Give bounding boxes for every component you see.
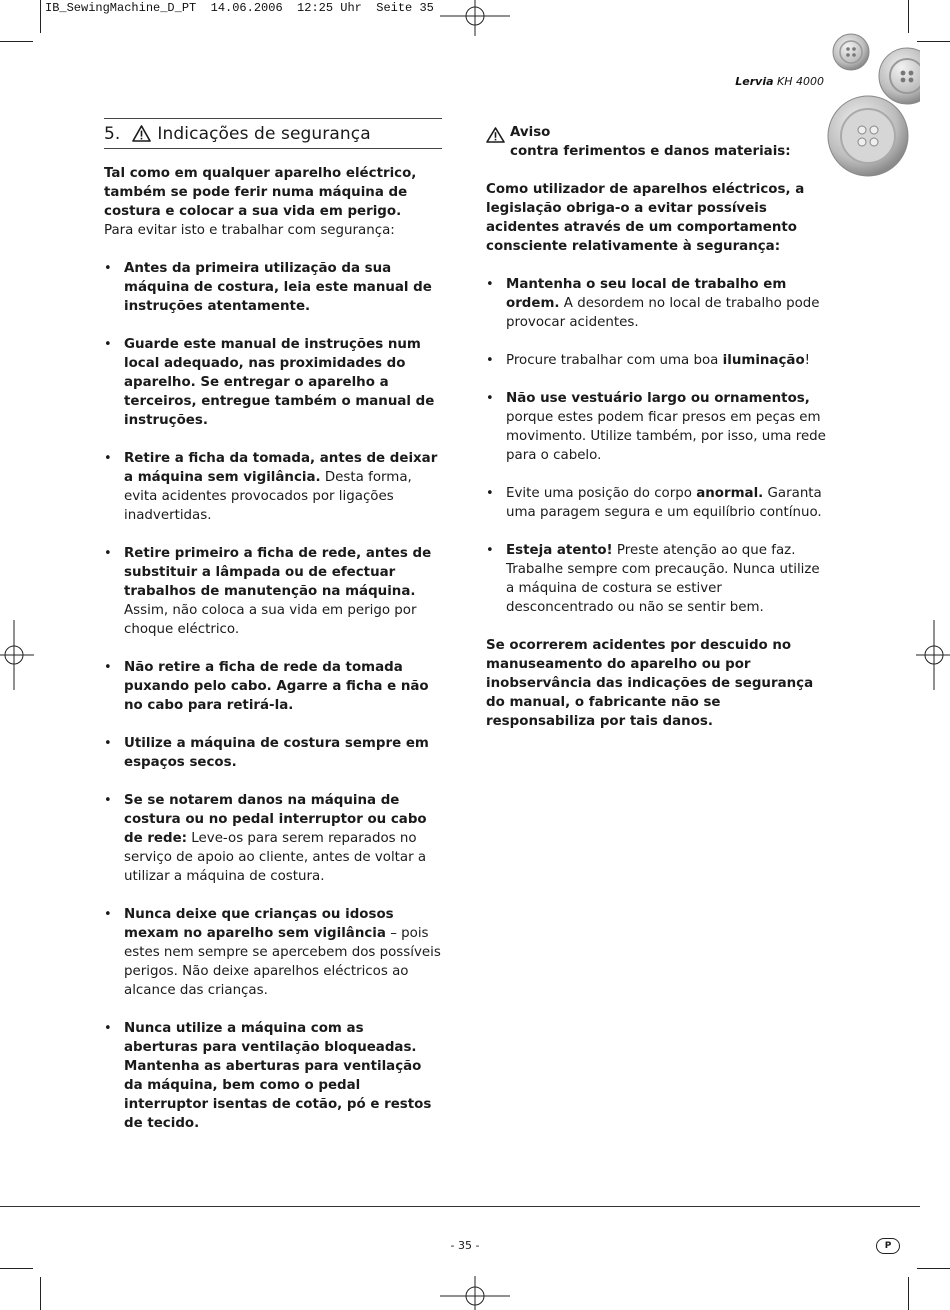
bullet-text: Evite uma posição do corpo xyxy=(506,486,697,501)
crop-mark xyxy=(917,41,950,42)
intro-paragraph xyxy=(104,164,442,240)
bullet-bold: Não retire a ficha de rede da tomada puxando pelo cabo. Agarre a ficha e não no cabo para retirá-la. xyxy=(124,660,429,713)
bullet-text: Garanta uma paragem segura e um equilíbrio contínuo. xyxy=(506,486,822,520)
list-item: • Mantenha o seu local de trabalho em ordem. A desordem no local de trabalho pode provocar acidentes. xyxy=(486,277,820,330)
list-item: • Se se notarem danos na máquina de costura ou no pedal interruptor ou cabo de rede: Leve-os para serem reparados no serviço de apoio ao cliente, antes de voltar a utilizar a máquina de costura. xyxy=(104,793,427,884)
crop-mark xyxy=(40,0,41,33)
list-item: • Antes da primeira utilização da sua máquina de costura, leia este manual de instruções atentamente. xyxy=(104,261,432,314)
bullet-text: Desta forma, evita acidentes provocados por ligações inadvertidas. xyxy=(124,470,412,523)
language-badge: P xyxy=(876,1238,900,1254)
list-item: • Não retire a ficha de rede da tomada puxando pelo cabo. Agarre a ficha e não no cabo para retirá-la. xyxy=(104,660,429,713)
list-item: • Guarde este manual de instruções num local adequado, nas proximidades do aparelho. Se entregar o aparelho a terceiros, entregue também o manual de instruções. xyxy=(104,337,435,428)
list-item: • Nunca utilize a máquina com as aberturas para ventilação bloqueadas. Mantenha as aberturas para ventilação da máquina, bem como o pedal interruptor isentas de cotão, pó e restos de tecido. xyxy=(104,1021,432,1131)
right-column xyxy=(486,118,826,731)
right-bullet-list xyxy=(486,275,826,617)
warning-triangle-icon xyxy=(486,127,505,143)
bullet-bold: Nunca utilize a máquina com as aberturas para ventilação bloqueadas. Mantenha as aberturas para ventilação da máquina, bem como o pedal interruptor isentas de cotão, pó e restos de tecido. xyxy=(124,1021,432,1131)
left-bullet-list xyxy=(104,259,442,1133)
bullet-bold: Guarde este manual de instruções num local adequado, nas proximidades do aparelho. Se entregar o aparelho a terceiros, entregue também o manual de instruções. xyxy=(124,337,435,428)
closing-paragraph xyxy=(486,636,826,731)
crop-mark xyxy=(0,41,33,42)
bullet-text: ! xyxy=(804,353,811,368)
bullet-text: – pois estes nem sempre se apercebem dos possíveis perigos. Não deixe aparelhos eléctricos ao alcance das crianças. xyxy=(124,926,441,998)
list-item: • Retire a ficha da tomada, antes de deixar a máquina sem vigilância. Desta forma, evita acidentes provocados por ligações inadvertidas. xyxy=(104,451,438,523)
crop-mark xyxy=(908,1277,909,1310)
crop-mark xyxy=(917,1268,950,1269)
list-item: • Nunca deixe que crianças ou idosos mexam no aparelho sem vigilância – pois estes nem sempre se apercebem dos possíveis perigos. Não deixe aparelhos eléctricos ao alcance das crianças. xyxy=(104,907,441,998)
brand-model: KH 4000 xyxy=(777,75,824,88)
bullet-bold: Nunca deixe que crianças ou idosos mexam no aparelho sem vigilância xyxy=(124,907,394,941)
bullet-bold: anormal. xyxy=(696,486,764,501)
list-item: • Esteja atento! Preste atenção ao que faz. Trabalhe sempre com precaução. Nunca utilize a máquina de costura se estiver desconcentrado ou não se sentir bem. xyxy=(486,543,820,615)
list-item: • Não use vestuário largo ou ornamentos, porque estes podem ficar presos em peças em movimento. Utilize também, por isso, uma rede para o cabelo. xyxy=(486,391,826,463)
aviso-title: Aviso xyxy=(510,125,551,140)
brand-label xyxy=(700,75,824,88)
bullet-bold: iluminação xyxy=(722,353,805,368)
list-item: • Retire primeiro a ficha de rede, antes de substituir a lâmpada ou de efectuar trabalhos de manutenção na máquina. Assim, não coloca a sua vida em perigo por choque eléctrico. xyxy=(104,546,432,637)
aviso-subtitle: contra ferimentos e danos materiais: xyxy=(510,144,791,159)
bullet-bold: Se se notarem danos na máquina de costura ou no pedal interruptor ou cabo de rede: xyxy=(124,793,427,846)
bullet-text: Assim, não coloca a sua vida em perigo por choque eléctrico. xyxy=(124,603,417,637)
bullet-bold: Esteja atento! xyxy=(506,543,613,558)
intro-bold: Tal como em qualquer aparelho eléctrico, também se pode ferir numa máquina de costura e colocar a sua vida em perigo. xyxy=(104,166,417,219)
aviso-intro xyxy=(486,180,826,256)
bullet-bold: Utilize a máquina de costura sempre em espaços secos. xyxy=(124,736,429,770)
bullet-bold: Retire primeiro a ficha de rede, antes de substituir a lâmpada ou de efectuar trabalhos de manutenção na máquina. xyxy=(124,546,432,599)
warning-triangle-icon xyxy=(132,125,151,142)
registration-mark-icon xyxy=(440,0,510,36)
registration-mark-icon xyxy=(440,1276,510,1310)
bullet-text: Preste atenção ao que faz. Trabalhe sempre com precaução. Nunca utilize a máquina de costura se estiver desconcentrado ou não se sentir bem. xyxy=(506,543,820,615)
section-title: Indicações de segurança xyxy=(157,123,371,144)
crop-mark xyxy=(0,1268,33,1269)
registration-mark-icon xyxy=(0,620,34,690)
brand-name: Lervia xyxy=(735,75,774,88)
page-number: - 35 - xyxy=(450,1239,480,1252)
aviso-intro-text: Como utilizador de aparelhos eléctricos, a legislação obriga-o a evitar possíveis acidentes através de um comportamento consciente relativamente à segurança: xyxy=(486,182,805,254)
bullet-text: Procure trabalhar com uma boa xyxy=(506,353,723,368)
section-heading xyxy=(104,118,442,149)
list-item: • Evite uma posição do corpo anormal. Garanta uma paragem segura e um equilíbrio contínuo. xyxy=(486,486,822,520)
intro-normal: Para evitar isto e trabalhar com segurança: xyxy=(104,223,395,238)
list-item: • Utilize a máquina de costura sempre em espaços secos. xyxy=(104,736,429,770)
section-number: 5. xyxy=(104,123,121,144)
bullet-bold: Retire a ficha da tomada, antes de deixar a máquina sem vigilância. xyxy=(124,451,438,485)
bullet-bold: Antes da primeira utilização da sua máquina de costura, leia este manual de instruções atentamente. xyxy=(124,261,432,314)
bullet-text: Leve-os para serem reparados no serviço de apoio ao cliente, antes de voltar a utilizar a máquina de costura. xyxy=(124,831,427,884)
bullet-bold: Não use vestuário largo ou ornamentos, xyxy=(506,391,810,406)
bullet-text: A desordem no local de trabalho pode provocar acidentes. xyxy=(506,296,820,330)
closing-text: Se ocorrerem acidentes por descuido no manuseamento do aparelho ou por inobservância das indicações de segurança do manual, o fabricante não se responsabiliza por tais danos. xyxy=(486,638,814,729)
print-slug: IB_SewingMachine_D_PT 14.06.2006 12:25 Uhr Seite 35 xyxy=(45,1,434,15)
bullet-bold: Mantenha o seu local de trabalho em ordem. xyxy=(506,277,787,311)
bullet-text: porque estes podem ficar presos em peças em movimento. Utilize também, por isso, uma rede para o cabelo. xyxy=(506,410,826,463)
crop-mark xyxy=(40,1277,41,1310)
list-item: • Procure trabalhar com uma boa iluminação! xyxy=(486,353,811,368)
left-column xyxy=(104,118,442,1133)
crop-mark xyxy=(908,0,909,33)
registration-mark-icon xyxy=(916,620,950,690)
footer-rule xyxy=(0,1206,920,1207)
sewing-button-icon xyxy=(825,30,920,180)
aviso-heading xyxy=(486,123,826,161)
